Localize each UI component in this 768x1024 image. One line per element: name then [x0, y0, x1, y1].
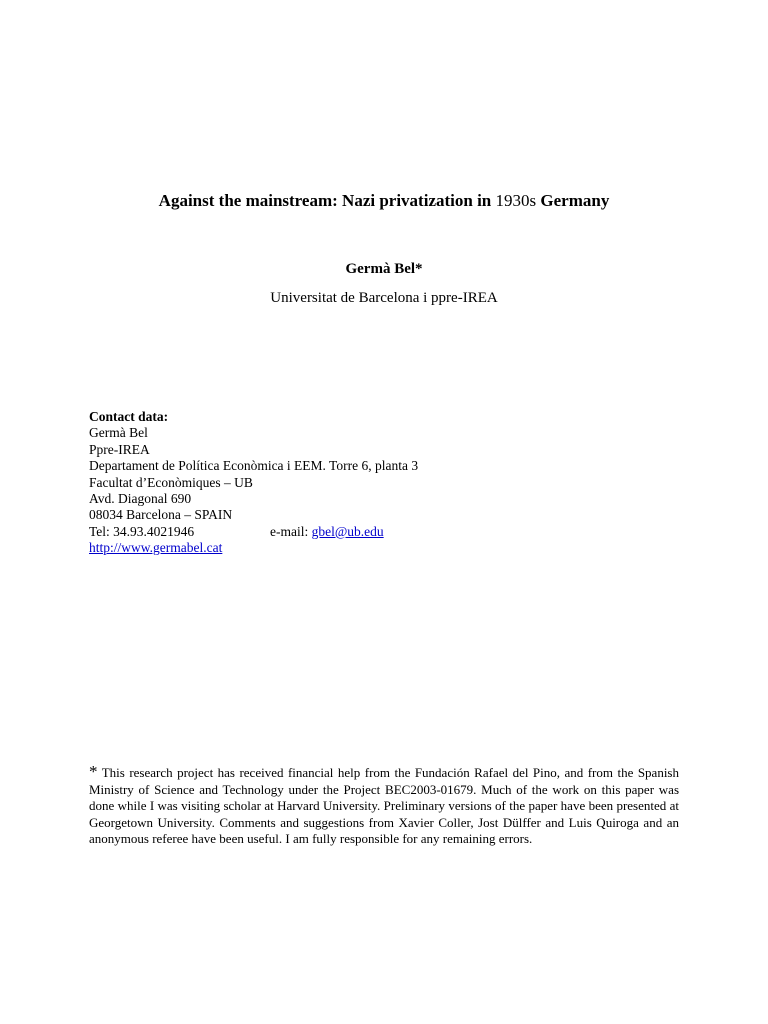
contact-line-faculty: Facultat d’Econòmiques – UB [89, 474, 253, 490]
paper-title [0, 190, 768, 212]
contact-heading: Contact data: [89, 409, 169, 424]
contact-block [89, 409, 689, 557]
contact-line-name: Germà Bel [89, 425, 148, 441]
title-text-after: Germany [536, 191, 610, 210]
footnote-text: This research project has received financial help from the Fundación Rafael del Pino, and from the Spanish Ministry of Science and Technology under the Project BEC2003-01679. Much of the work on this paper was done while I was visiting scholar at Harvard University. Preliminary versions of the paper have been presented at Georgetown University. Comments and suggestions from Xavier Coller, Jost Dülffer and Luis Quiroga and an anonymous referee have been useful. I am fully responsible for any remaining errors. [89, 765, 679, 847]
contact-line-website [89, 540, 689, 556]
contact-line-tel-email [89, 524, 689, 540]
author-name: Germà Bel* [345, 261, 423, 277]
contact-line-institute: Ppre-IREA [89, 441, 150, 457]
acknowledgement-footnote [89, 764, 679, 848]
email-label: e-mail: [270, 523, 312, 539]
title-decade: 1930s [495, 191, 537, 210]
footnote-asterisk: * [89, 762, 98, 781]
email-link[interactable]: gbel@ub.edu [311, 523, 384, 539]
author-affiliation: Universitat de Barcelona i ppre-IREA [270, 290, 498, 306]
contact-line-department: Departament de Política Econòmica i EEM. Torre 6, planta 3 [89, 458, 419, 474]
title-text-before: Against the mainstream: Nazi privatization in [158, 191, 496, 210]
contact-line-city: 08034 Barcelona – SPAIN [89, 507, 233, 523]
contact-line-street: Avd. Diagonal 690 [89, 491, 192, 507]
contact-telephone: Tel: 34.93.4021946 [89, 523, 195, 539]
website-link[interactable]: http://www.germabel.cat [89, 540, 223, 556]
